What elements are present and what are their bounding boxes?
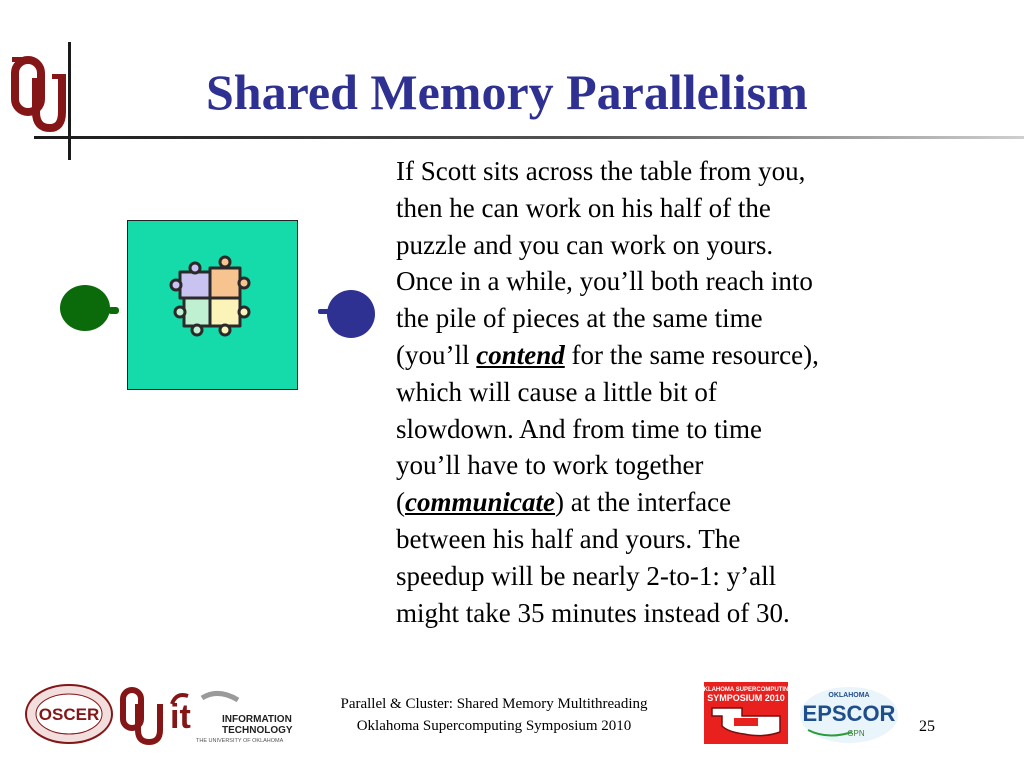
body-line bbox=[396, 153, 956, 190]
body-line-text: ( bbox=[396, 487, 405, 518]
body-line bbox=[396, 263, 956, 300]
emphasized-term: contend bbox=[476, 339, 565, 370]
ou-footer-logo-icon bbox=[120, 686, 164, 746]
body-line-text: (you’ll bbox=[396, 339, 477, 370]
emphasized-term: communicate bbox=[405, 487, 555, 518]
information-technology-logo-icon bbox=[168, 688, 292, 744]
puzzle-pieces-icon bbox=[170, 254, 254, 338]
person-right-arm bbox=[318, 309, 329, 314]
footer-line-2: Oklahoma Supercomputing Symposium 2010 bbox=[356, 718, 632, 734]
body-line-text: the pile of pieces at the same time bbox=[396, 303, 763, 334]
body-line-text: between his half and yours. The bbox=[396, 523, 741, 554]
epscor-logo-main: EPSCOR bbox=[802, 701, 896, 726]
body-line-text: If Scott sits across the table from you, bbox=[396, 156, 806, 186]
body-line-text: you’ll have to work together bbox=[396, 450, 704, 481]
it-logo-main: it bbox=[170, 698, 191, 736]
oscer-logo-icon bbox=[24, 683, 114, 745]
slide-body-text bbox=[396, 153, 956, 631]
body-line bbox=[396, 337, 956, 374]
body-line bbox=[396, 374, 956, 411]
body-line-text: for the same resource), bbox=[564, 339, 819, 370]
page-number: 25 bbox=[919, 718, 935, 735]
body-line bbox=[396, 190, 956, 227]
epscor-logo-sub: GPN bbox=[847, 729, 865, 738]
body-line-text: speedup will be nearly 2-to-1: y’all bbox=[396, 560, 777, 591]
body-line-text: puzzle and you can work on yours. bbox=[396, 229, 774, 260]
body-line-text: which will cause a little bit of bbox=[396, 376, 717, 407]
body-line-text: might take 35 minutes instead of 30. bbox=[396, 597, 790, 628]
ou-logo-icon bbox=[12, 54, 66, 134]
body-line bbox=[396, 595, 956, 632]
body-line bbox=[396, 227, 956, 264]
body-line-text: Once in a while, you’ll both reach into bbox=[396, 266, 813, 297]
person-right-icon bbox=[327, 290, 375, 338]
symposium-logo-icon bbox=[698, 682, 794, 744]
oscer-logo-text: OSCER bbox=[38, 705, 100, 724]
epscor-logo-icon bbox=[798, 684, 900, 746]
person-left-arm bbox=[108, 307, 119, 314]
body-line bbox=[396, 447, 956, 484]
symposium-logo-line2: SYMPOSIUM 2010 bbox=[707, 693, 785, 703]
body-line-text: ) at the interface bbox=[555, 487, 732, 518]
person-left-icon bbox=[60, 285, 110, 331]
footer-text bbox=[286, 693, 702, 737]
body-line-text: then he can work on his half of the bbox=[396, 192, 771, 223]
it-logo-sub: THE UNIVERSITY OF OKLAHOMA bbox=[196, 738, 284, 744]
header-horizontal-rule bbox=[34, 136, 1024, 139]
body-line bbox=[396, 521, 956, 558]
symposium-logo-line1: OKLAHOMA SUPERCOMPUTING bbox=[698, 687, 794, 693]
epscor-logo-top: OKLAHOMA bbox=[828, 692, 870, 699]
body-line bbox=[396, 558, 956, 595]
body-line bbox=[396, 484, 956, 521]
slide-title: Shared Memory Parallelism bbox=[206, 64, 808, 120]
header-vertical-rule bbox=[68, 42, 71, 160]
body-line bbox=[396, 300, 956, 337]
body-line-text: slowdown. And from time to time bbox=[396, 413, 762, 444]
it-logo-line1: INFORMATION bbox=[222, 714, 292, 725]
it-logo-line2: TECHNOLOGY bbox=[222, 725, 293, 736]
footer-line-1: Parallel & Cluster: Shared Memory Multithreading bbox=[340, 696, 648, 712]
body-line bbox=[396, 411, 956, 448]
